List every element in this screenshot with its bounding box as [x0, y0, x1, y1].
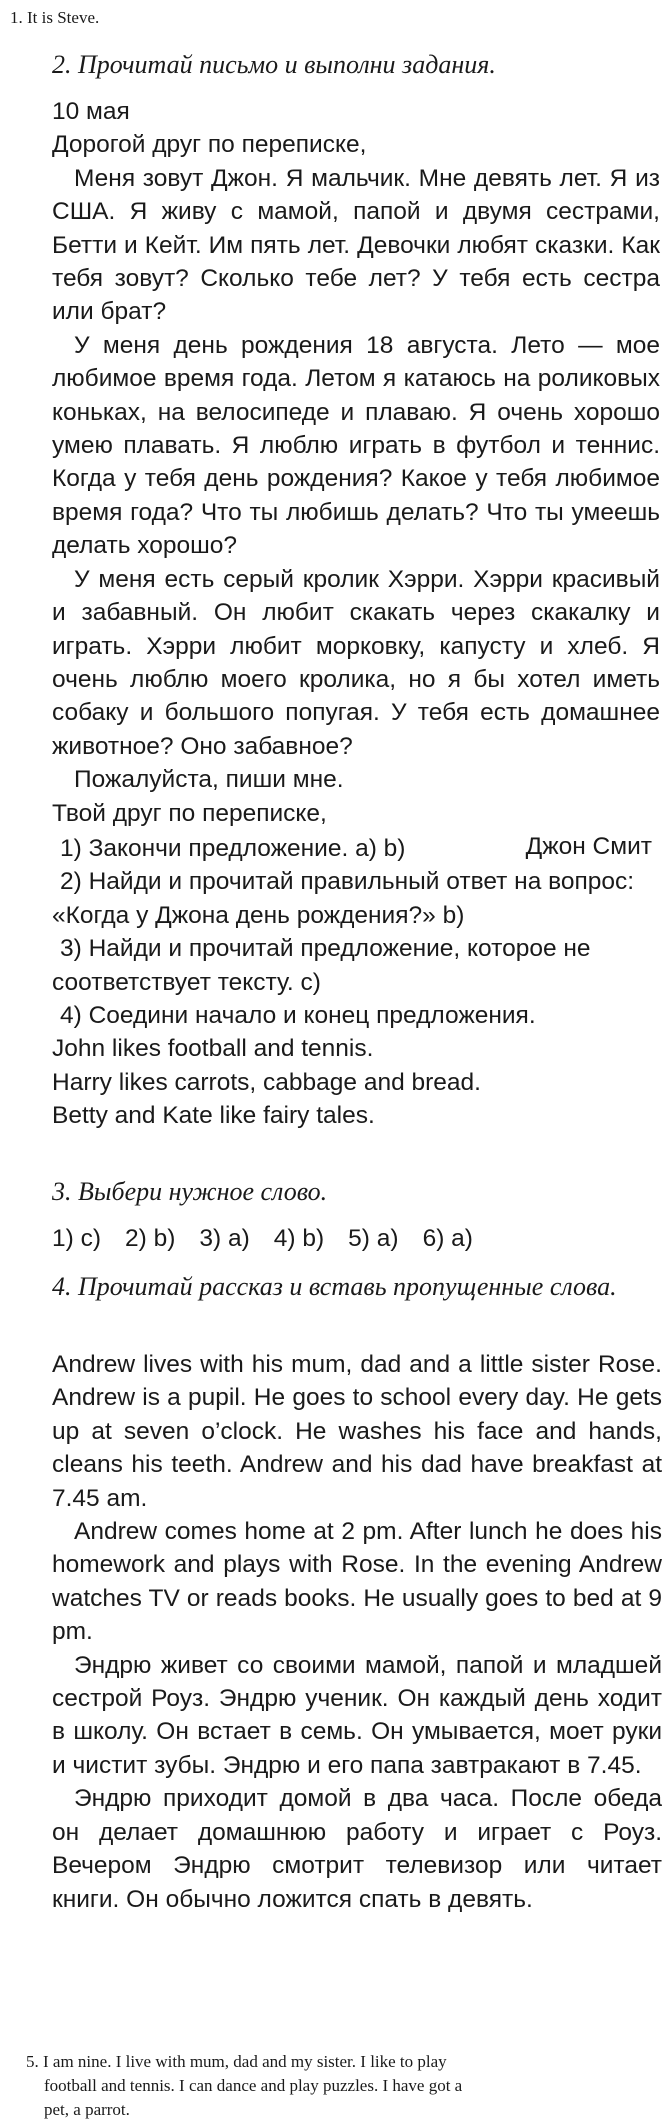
letter-paragraph-1: Меня зовут Джон. Я мальчик. Мне девять лет. Я из США. Я живу с мамой, папой и двумя сестрами, Бетти и Кейт. Им пять лет. Девочки любят сказки. Как тебя зовут? Сколько тебе лет? У тебя есть сестра или брат?	[52, 164, 660, 326]
task-2-answers	[52, 832, 660, 1133]
matched-sentence: Harry likes carrots, cabbage and bread.	[52, 1068, 481, 1096]
letter-paragraph-2: У меня день рождения 18 августа. Лето — мое любимое время года. Летом я катаюсь на роликовых коньках, на велосипеде и плаваю. Я очень хорошо умею плавать. Я люблю играть в футбол и теннис. Когда у тебя день рождения? Какое у тебя любимое время года? Что ты любишь делать? Что ты умеешь делать хорошо?	[52, 331, 660, 560]
letter-signature: Джон Смит	[525, 832, 652, 860]
task-4-heading: 4. Прочитай рассказ и вставь пропущенные слова.	[52, 1272, 617, 1301]
task-3-answer: 6) a)	[422, 1225, 473, 1252]
task-3-answer: 5) a)	[348, 1225, 399, 1252]
task-3-answers	[52, 1222, 473, 1255]
task-3-answer: 3) a)	[199, 1225, 250, 1252]
item-5-line: football and tennis. I can dance and play puzzles. I have got a	[44, 2076, 463, 2095]
matched-sentence: John likes football and tennis.	[52, 1035, 374, 1063]
item-5-line: 5. I am nine. I live with mum, dad and my sister. I like to play	[26, 2052, 447, 2071]
letter-date: 10 мая	[52, 98, 130, 125]
task-3-answer: 1) c)	[52, 1225, 101, 1252]
answer-line: 2) Найди и прочитай правильный ответ на вопрос: «Когда у Джона день рождения?» b)	[52, 868, 635, 929]
letter-closing-1: Пожалуйста, пиши мне.	[74, 766, 344, 794]
story-paragraph-3: Эндрю живет со своими мамой, папой и младшей сестрой Роуз. Эндрю ученик. Он каждый день ходит в школу. Он встает в семь. Он умывается, моет руки и чистит зубы. Эндрю и его папа завтракают в 7.45.	[52, 1651, 662, 1779]
item-5-answer	[26, 2050, 626, 2122]
story-paragraph-2: Andrew comes home at 2 pm. After lunch he does his homework and plays with Rose. In the evening Andrew watches TV or reads books. He usually goes to bed at 9 pm.	[52, 1518, 662, 1646]
story-paragraph-4: Эндрю приходит домой в два часа. После обеда он делает домашнюю работу и играет с Роуз. Вечером Эндрю смотрит телевизор или читает книги. Он обычно ложится спать в девять.	[52, 1785, 662, 1913]
task-3-answer: 4) b)	[273, 1225, 325, 1252]
matched-sentence: Betty and Kate like fairy tales.	[52, 1102, 375, 1130]
story-paragraph-1: Andrew lives with his mum, dad and a little sister Rose. Andrew is a pupil. He goes to school every day. He gets up at seven o’clock. He washes his face and hands, cleans his teeth. Andrew and his dad have breakfast at 7.45 am.	[52, 1351, 662, 1512]
answer-line: 4) Соедини начало и конец предложения.	[60, 1002, 536, 1030]
letter	[52, 95, 660, 863]
item-5-line: pet, a parrot.	[44, 2100, 130, 2119]
letter-closing-2: Твой друг по переписке,	[52, 799, 327, 827]
answer-line: 1) Закончи предложение. а) b)	[60, 835, 406, 862]
task-2-heading: 2. Прочитай письмо и выполни задания.	[52, 50, 496, 79]
answer-line: 3) Найди и прочитай предложение, которое не соответствует тексту. с)	[52, 935, 591, 996]
letter-paragraph-3: У меня есть серый кролик Хэрри. Хэрри красивый и забавный. Он любит скакать через скакалку и играть. Хэрри любит морковку, капусту и хлеб. Я очень люблю моего кролика, но я бы хотел иметь собаку и большого попугая. У тебя есть домашнее животное? Оно забавное?	[52, 565, 660, 760]
item-1-answer: 1. It is Steve.	[10, 8, 100, 27]
task-3-heading: 3. Выбери нужное слово.	[52, 1177, 328, 1206]
task-3-answer: 2) b)	[125, 1225, 176, 1252]
story	[52, 1348, 662, 1916]
letter-greeting: Дорогой друг по переписке,	[52, 131, 367, 159]
